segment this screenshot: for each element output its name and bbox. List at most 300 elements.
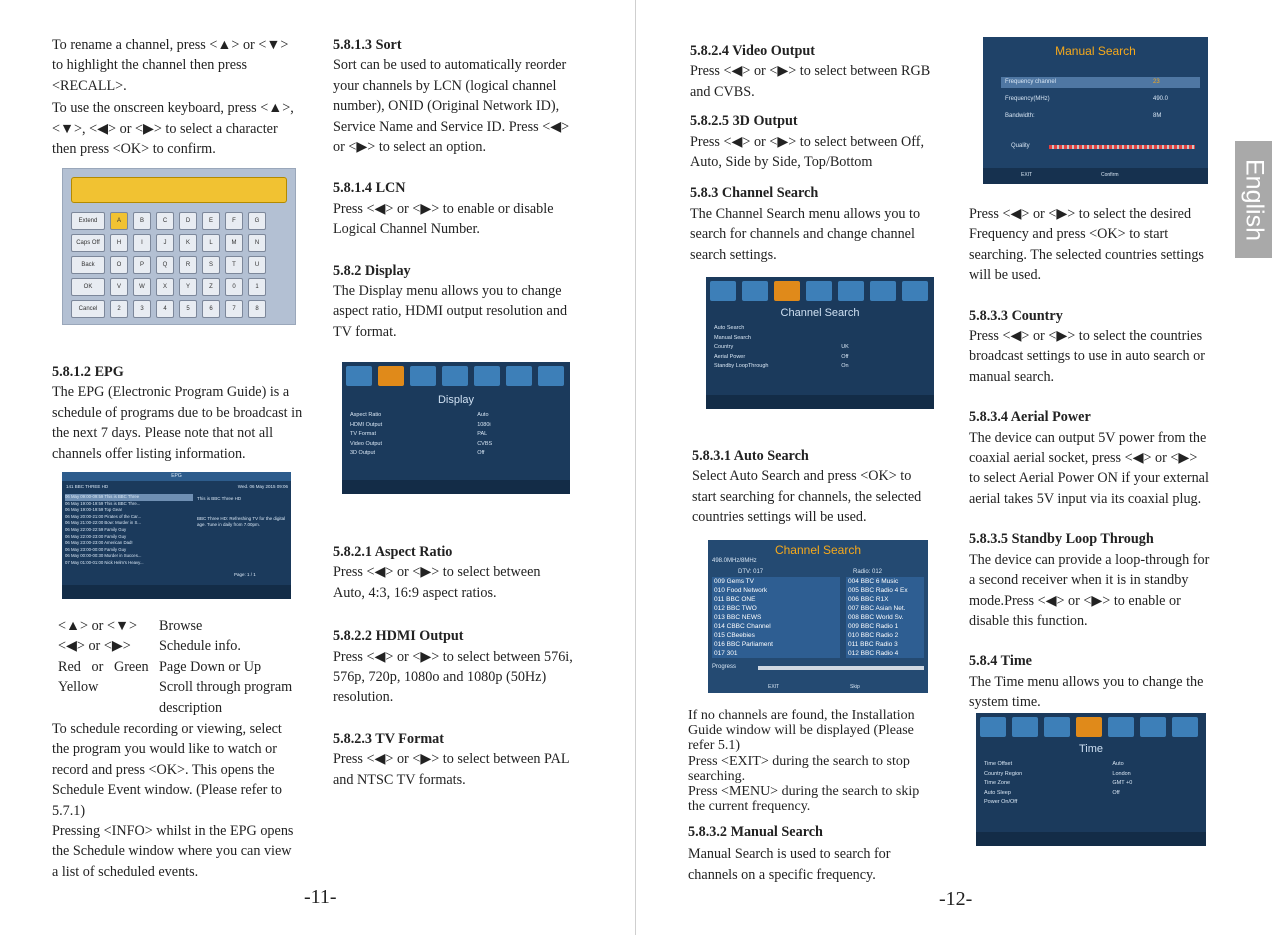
- text-line: and NTSC TV formats.: [333, 771, 466, 788]
- text-line: refer 5.1): [688, 738, 741, 754]
- text-line: coaxial aerial socket, press <◀> or <▶>: [969, 450, 1198, 467]
- section-heading: 5.8.3.2 Manual Search: [688, 824, 823, 840]
- menu-row: [350, 448, 562, 458]
- text-line: search for channels and change channel: [690, 226, 915, 243]
- search-frequency: 498.0MHz/8MHz: [712, 558, 757, 564]
- manual-search-label: Bandwidth:: [1005, 113, 1035, 119]
- menu-row-value: Off: [477, 450, 485, 456]
- text-line: The EPG (Electronic Program Guide) is a: [52, 384, 290, 401]
- menu-row-value: London: [1112, 770, 1131, 777]
- text-line: Select Auto Search and press <OK> to: [692, 468, 912, 485]
- clock-icon: [1076, 717, 1102, 737]
- search-radio-count: Radio: 012: [853, 569, 883, 575]
- left-column-1: [52, 35, 322, 159]
- text-line: Logical Channel Number.: [333, 221, 480, 238]
- text-line: The device can provide a loop-through for: [969, 551, 1210, 568]
- epg-channel: 141 BBC THREE HD: [66, 484, 109, 489]
- keyboard-key: V: [110, 278, 128, 296]
- menu-row-value: Off: [841, 353, 849, 360]
- keyboard-key: P: [133, 256, 151, 274]
- epg-row: 06 May 20:00-21:00 Pirates of the Car...: [65, 513, 142, 519]
- text-line: aspect ratio, HDMI output resolution and: [333, 303, 568, 320]
- keyboard-input-bar: [71, 177, 287, 203]
- text-line: If no channels are found, the Installation: [688, 708, 915, 723]
- keyboard-key: 8: [248, 300, 266, 318]
- epg-row: 06 May 22:00-23:00 Family Guy: [65, 533, 127, 539]
- section-heading: 5.8.2.3 TV Format: [333, 730, 444, 747]
- clock-icon: [442, 366, 468, 386]
- search-icon: [774, 281, 800, 301]
- menu-row-value: On: [841, 363, 849, 369]
- epg-page: Page: 1 / 1: [234, 572, 256, 577]
- text-line: Manual Search is used to search for: [688, 846, 891, 863]
- manual-search-value: 23: [1153, 79, 1160, 85]
- menu-row-label: Aerial Power: [714, 353, 746, 360]
- menu-row-label: Video Output: [350, 440, 383, 447]
- epg-row: 06 May 00:00-00:30 Murder in Succes...: [65, 553, 142, 559]
- text-line: Schedule Event window. (Please refer to: [52, 782, 282, 799]
- keyboard-key: D: [179, 212, 197, 230]
- text-line: aerial takes 5V input via its coaxial plug.: [969, 490, 1202, 507]
- key-name: Red or Green: [58, 658, 149, 675]
- text-line: start searching for channels, the selected: [692, 488, 922, 505]
- manual-search-screenshot: [983, 37, 1208, 184]
- text-line: number), ONID (Original Network ID),: [333, 98, 560, 115]
- epg-row: 06 May 19:00-19:59 This is BBC Thre...: [65, 500, 141, 506]
- section-heading: 5.8.3.5 Standby Loop Through: [969, 531, 1154, 548]
- text-line: The Time menu allows you to change the: [969, 673, 1204, 690]
- menu-row-label: TV Format: [350, 431, 376, 437]
- epg-screenshot: [62, 472, 291, 599]
- section-heading: 5.8.2.5 3D Output: [690, 113, 798, 130]
- epg-row: 06 May 23:00-23:00 American Dad!: [65, 540, 133, 546]
- key-table: [58, 616, 318, 718]
- text-line: 5.7.1): [52, 802, 86, 819]
- page-right: [637, 0, 1272, 935]
- section-heading: 5.8.4 Time: [969, 653, 1032, 670]
- text-line: To use the onscreen keyboard, press <▲>,: [52, 100, 294, 117]
- text-line: the program you would like to watch or: [52, 741, 277, 758]
- keyboard-key: Extend: [71, 212, 105, 230]
- text-line: to select Aerial Power ON if your external: [969, 470, 1209, 487]
- keyboard-key: N: [248, 234, 266, 252]
- search-progress-bar: [758, 666, 924, 670]
- menu-row-value: 1080i: [477, 421, 491, 428]
- menu-row: [714, 323, 926, 333]
- menu-row-value: GMT +0: [1112, 780, 1133, 786]
- epg-list: [65, 494, 193, 567]
- key-row: [58, 677, 292, 697]
- tv-icon: [346, 366, 372, 386]
- keyboard-key: Caps Off: [71, 234, 105, 252]
- text-line: Press <◀> or <▶> to select between RGB: [690, 63, 931, 80]
- globe-icon: [1140, 717, 1166, 737]
- search-exit-label: EXIT: [768, 684, 780, 690]
- language-tab: [1235, 141, 1272, 258]
- text-line: Press <◀> or <▶> to select between: [333, 564, 541, 581]
- menu-row-label: Standby LoopThrough: [714, 363, 769, 369]
- left-column-schedule: [52, 719, 322, 882]
- menu-row-label: Time Offset: [984, 761, 1013, 767]
- text-line: Frequency and press <OK> to start: [969, 226, 1169, 243]
- manual-search-row: [1001, 77, 1200, 88]
- text-line: searching. The selected countries settings: [969, 246, 1204, 263]
- epg-footer: [62, 585, 291, 599]
- text-line: searching.: [688, 768, 746, 784]
- time-footer: [976, 832, 1206, 846]
- keyboard-key: Back: [71, 256, 105, 274]
- keyboard-key: X: [156, 278, 174, 296]
- text-line: will be used.: [969, 267, 1042, 284]
- epg-title: EPG: [62, 472, 291, 481]
- section-heading: 5.8.1.2 EPG: [52, 364, 124, 380]
- page-number: -11-: [304, 886, 337, 908]
- keyboard-key: J: [156, 234, 174, 252]
- tv-channel: 011 BBC ONE: [714, 596, 756, 603]
- key-description: Schedule info.: [159, 638, 241, 655]
- menu-row: [984, 778, 1198, 788]
- keyboard-key: M: [225, 234, 243, 252]
- image-icon: [1172, 717, 1198, 737]
- radio-channel-list: [846, 577, 924, 658]
- keyboard-key: U: [248, 256, 266, 274]
- menu-row: [714, 333, 926, 343]
- text-line: mode.Press <◀> or <▶> to enable or: [969, 592, 1181, 609]
- tv-channel: 014 CBBC Channel: [714, 623, 771, 630]
- epg-row: 07 May 01:00-01:00 Nick Helm's Heavy...: [65, 559, 144, 565]
- keyboard-key: Y: [179, 278, 197, 296]
- search-title: Channel Search: [774, 543, 862, 557]
- text-line: search settings.: [690, 246, 777, 263]
- text-line: schedule of programs due to be broadcast in: [52, 404, 303, 421]
- right-column-1: [690, 41, 960, 265]
- key-description: Browse: [159, 618, 203, 634]
- epg-row: 06 May 22:00-22:59 Family Guy: [65, 526, 127, 532]
- keyboard-key: A: [110, 212, 128, 230]
- key-description: Scroll through program: [159, 679, 293, 696]
- search-icon: [410, 366, 436, 386]
- text-line: the next 7 days. Please note that not all: [52, 425, 274, 442]
- menu-row: [984, 788, 1198, 798]
- ms-confirm-label: Confirm: [1101, 172, 1119, 178]
- tv-icon: [980, 717, 1006, 737]
- keyboard-key: 4: [156, 300, 174, 318]
- text-line: broadcast settings to use in auto search or: [969, 348, 1205, 365]
- epg-date: Wed. 06 May 2015 09:06: [237, 484, 288, 489]
- search-skip-label: Skip: [850, 684, 860, 690]
- manual-search-row: [1001, 111, 1200, 122]
- keyboard-key: Z: [202, 278, 220, 296]
- key-description: Page Down or Up: [159, 658, 262, 675]
- quality-label: Quality: [1011, 143, 1030, 149]
- section-heading: 5.8.2.2 HDMI Output: [333, 628, 464, 645]
- menu-icon-bar: [980, 717, 1202, 741]
- manual-search-row: [1001, 94, 1200, 105]
- globe-icon: [870, 281, 896, 301]
- search-progress-label: Progress: [712, 664, 737, 670]
- radio-channel: 012 BBC Radio 4: [848, 650, 899, 657]
- text-line: To rename a channel, press <▲> or <▼>: [52, 37, 289, 53]
- channel-search-menu-screenshot: [706, 277, 934, 409]
- menu-row: [350, 420, 562, 430]
- text-line: your channels by LCN (logical channel: [333, 77, 557, 94]
- gear-icon: [474, 366, 500, 386]
- radio-channel: 009 BBC Radio 1: [848, 623, 899, 630]
- text-line: the Schedule window where you can view: [52, 843, 292, 860]
- menu-row-value: Off: [1112, 789, 1120, 796]
- epg-info: This is BBC Three HD: [197, 496, 242, 501]
- manual-search-label: Frequency(MHz): [1005, 96, 1050, 102]
- radio-channel: 010 BBC Radio 2: [848, 632, 899, 639]
- search-dtv-count: DTV: 017: [738, 569, 764, 575]
- image-icon: [902, 281, 928, 301]
- onscreen-keyboard-screenshot: [62, 168, 296, 325]
- radio-channel: 011 BBC Radio 3: [848, 641, 898, 648]
- keyboard-key: S: [202, 256, 220, 274]
- tv-channel: 010 Food Network: [714, 587, 768, 594]
- image-icon: [538, 366, 564, 386]
- section-heading: 5.8.3.1 Auto Search: [692, 448, 809, 464]
- text-line: and CVBS.: [690, 83, 755, 100]
- menu-row: [714, 342, 926, 352]
- section-heading: 5.8.2 Display: [333, 262, 411, 279]
- section-heading: 5.8.3.4 Aerial Power: [969, 409, 1091, 426]
- text-line: Press <◀> or <▶> to select between 576i,: [333, 648, 573, 665]
- menu-row-label: Power On/Off: [984, 799, 1018, 805]
- keyboard-key: H: [110, 234, 128, 252]
- menu-row-label: Auto Sleep: [984, 789, 1011, 796]
- clock-icon: [806, 281, 832, 301]
- menu-row: [984, 797, 1198, 807]
- menu-row: [350, 439, 562, 449]
- key-list: [58, 616, 292, 718]
- keyboard-key: G: [248, 212, 266, 230]
- menu-icon-bar: [710, 281, 930, 305]
- keyboard-key: 5: [179, 300, 197, 318]
- section-heading: 5.8.2.1 Aspect Ratio: [333, 544, 453, 560]
- text-line: Press <◀> or <▶> to select between Off,: [690, 133, 925, 150]
- text-line: Press <◀> or <▶> to select between PAL: [333, 751, 570, 768]
- menu-row-label: Auto Search: [714, 325, 745, 331]
- text-line: channels offer listing information.: [52, 445, 246, 462]
- keyboard-key: 0: [225, 278, 243, 296]
- menu-row-label: 3D Output: [350, 450, 376, 456]
- left-column-2: [333, 35, 618, 342]
- section-heading: 5.8.1.3 Sort: [333, 37, 402, 53]
- text-line: Guide window will be displayed (Please: [688, 723, 914, 739]
- section-heading: 5.8.2.4 Video Output: [690, 43, 815, 59]
- tv-channel: 012 BBC TWO: [714, 605, 757, 612]
- manual-search-label: Frequency channel: [1005, 79, 1057, 85]
- keyboard-key: W: [133, 278, 151, 296]
- manual-search-footer: [983, 168, 1208, 184]
- channel-search-footer: [706, 395, 934, 409]
- keyboard-key: 2: [110, 300, 128, 318]
- text-line: The device can output 5V power from the: [969, 429, 1207, 446]
- display-icon: [742, 281, 768, 301]
- text-line: a second receiver when it is in standby: [969, 572, 1189, 589]
- menu-row-label: Country Region: [984, 770, 1023, 777]
- section-heading: 5.8.3.3 Country: [969, 307, 1063, 324]
- text-line: resolution.: [333, 689, 394, 706]
- search-icon: [1044, 717, 1070, 737]
- key-row: [58, 636, 292, 656]
- right-column-manual: [688, 822, 958, 885]
- keyboard-key: O: [110, 256, 128, 274]
- text-line: record and press <OK>. This opens the: [52, 761, 275, 778]
- menu-row: [714, 352, 926, 362]
- text-line: Sort can be used to automatically reorder: [333, 57, 567, 74]
- display-menu-title: Display: [437, 394, 475, 406]
- menu-row-label: Country: [714, 344, 734, 350]
- tv-channel-list: [712, 577, 840, 658]
- menu-row-value: Auto: [1112, 761, 1124, 767]
- tv-channel: 013 BBC NEWS: [714, 614, 762, 621]
- text-line: To schedule recording or viewing, select: [52, 721, 282, 737]
- text-line: Auto, Side by Side, Top/Bottom: [690, 154, 873, 171]
- page-number: -12-: [939, 888, 973, 910]
- display-menu-screenshot: [342, 362, 570, 494]
- ms-exit-label: EXIT: [1021, 172, 1033, 178]
- keyboard-key: 6: [202, 300, 220, 318]
- text-line: system time.: [969, 694, 1041, 711]
- epg-row: 06 May 09:00-09:59 This is BBC Three: [65, 494, 193, 501]
- text-line: a list of scheduled events.: [52, 863, 199, 880]
- display-icon: [378, 366, 404, 386]
- left-column-epg: [52, 362, 322, 464]
- text-line: Service Name and Service ID. Press <◀>: [333, 118, 570, 135]
- keyboard-key: 1: [248, 278, 266, 296]
- key-name: [58, 698, 159, 718]
- text-line: TV format.: [333, 323, 397, 340]
- menu-row-label: HDMI Output: [350, 421, 383, 428]
- keyboard-key: 3: [133, 300, 151, 318]
- keyboard-grid: [71, 212, 266, 318]
- keyboard-key: T: [225, 256, 243, 274]
- menu-row: [984, 759, 1198, 769]
- keyboard-key: L: [202, 234, 220, 252]
- text-line: Press <◀> or <▶> to enable or disable: [333, 200, 554, 217]
- text-line: countries settings will be used.: [692, 509, 867, 526]
- menu-row-value: Auto: [477, 412, 489, 418]
- keyboard-key: F: [225, 212, 243, 230]
- text-line: then press <OK> to confirm.: [52, 141, 216, 158]
- menu-row: [350, 429, 562, 439]
- right-column-notfound: [688, 708, 958, 814]
- menu-row-value: PAL: [477, 431, 488, 437]
- text-line: Press <EXIT> during the search to stop: [688, 753, 910, 769]
- time-menu-title: Time: [1078, 743, 1104, 755]
- section-heading: 5.8.3 Channel Search: [690, 185, 819, 202]
- tv-channel: 015 CBeebies: [714, 632, 755, 639]
- right-column-auto: [692, 446, 962, 528]
- section-heading: 5.8.1.4 LCN: [333, 180, 406, 197]
- text-line: Press <◀> or <▶> to select the desired: [969, 206, 1192, 222]
- epg-row: 06 May 23:00-00:00 Family Guy: [65, 546, 127, 552]
- manual-search-value: 8M: [1153, 113, 1162, 119]
- radio-channel: 005 BBC Radio 4 Ex: [848, 587, 908, 594]
- epg-row: 06 May 21:00-22:00 Bow: Murder in S...: [65, 520, 141, 526]
- text-line: Press <MENU> during the search to skip: [688, 784, 920, 800]
- text-line: The Channel Search menu allows you to: [690, 205, 921, 222]
- radio-channel: 006 BBC R1X: [848, 596, 889, 603]
- menu-row-value: UK: [841, 344, 849, 350]
- text-line: Pressing <INFO> whilst in the EPG opens: [52, 823, 294, 840]
- keyboard-key: OK: [71, 278, 105, 296]
- menu-row-value: CVBS: [477, 440, 493, 447]
- display-icon: [1012, 717, 1038, 737]
- text-line: or <▶> to select an option.: [333, 139, 486, 156]
- manual-search-value: 490.0: [1153, 96, 1169, 102]
- channel-search-menu-title: Channel Search: [780, 307, 860, 319]
- key-description: description: [159, 699, 223, 716]
- keyboard-key: Cancel: [71, 300, 105, 318]
- text-line: manual search.: [969, 368, 1055, 385]
- tv-channel: 017 301: [714, 650, 738, 657]
- key-row: [58, 657, 292, 677]
- key-row: [58, 616, 292, 636]
- keyboard-key: B: [133, 212, 151, 230]
- keyboard-key: Q: [156, 256, 174, 274]
- menu-icon-bar: [346, 366, 566, 390]
- text-line: channels on a specific frequency.: [688, 866, 876, 883]
- globe-icon: [506, 366, 532, 386]
- text-line: the current frequency.: [688, 799, 811, 815]
- key-name: Yellow: [58, 679, 99, 696]
- keyboard-key: E: [202, 212, 220, 230]
- keyboard-key: I: [133, 234, 151, 252]
- gear-icon: [1108, 717, 1134, 737]
- text-line: The Display menu allows you to change: [333, 283, 562, 300]
- right-column-2: [969, 204, 1229, 713]
- radio-channel: 007 BBC Asian Net.: [848, 605, 906, 612]
- tv-channel: 016 BBC Parliament: [714, 641, 773, 648]
- keyboard-key: R: [179, 256, 197, 274]
- epg-row: 06 May 19:00-19:59 Top Gear: [65, 507, 123, 513]
- radio-channel: 008 BBC World Sv.: [848, 614, 904, 621]
- tv-icon: [710, 281, 736, 301]
- left-column-2b: [333, 542, 618, 790]
- menu-row-label: Manual Search: [714, 334, 751, 341]
- channel-search-progress-screenshot: [708, 540, 928, 693]
- text-line: Press <◀> or <▶> to select the countries: [969, 328, 1203, 345]
- menu-row: [714, 361, 926, 371]
- keyboard-key: K: [179, 234, 197, 252]
- key-row: [58, 698, 292, 718]
- menu-row: [984, 769, 1198, 779]
- key-name: <◀> or <▶>: [58, 638, 131, 655]
- gear-icon: [838, 281, 864, 301]
- text-line: to highlight the channel then press: [52, 57, 248, 74]
- epg-description: BBC Three HD: Refreshing TV for the digital age. Tune in daily from 7.00pm.: [197, 516, 286, 527]
- menu-row-label: Aspect Ratio: [350, 412, 382, 418]
- text-line: Auto, 4:3, 16:9 aspect ratios.: [333, 584, 497, 601]
- menu-row: [350, 410, 562, 420]
- keyboard-key: 7: [225, 300, 243, 318]
- menu-row-label: Time Zone: [984, 780, 1011, 786]
- time-menu-screenshot: [976, 713, 1206, 846]
- text-line: <RECALL>.: [52, 77, 127, 94]
- quality-bar: [1049, 145, 1195, 149]
- radio-channel: 004 BBC 6 Music: [848, 578, 899, 585]
- display-footer: [342, 480, 570, 494]
- text-line: 576p, 720p, 1080o and 1080p (50Hz): [333, 669, 547, 686]
- tv-channel: 009 Gems TV: [714, 578, 754, 585]
- text-line: disable this function.: [969, 612, 1088, 629]
- language-tab-label: English: [1240, 158, 1268, 241]
- keyboard-key: C: [156, 212, 174, 230]
- key-name: <▲> or <▼>: [58, 618, 138, 634]
